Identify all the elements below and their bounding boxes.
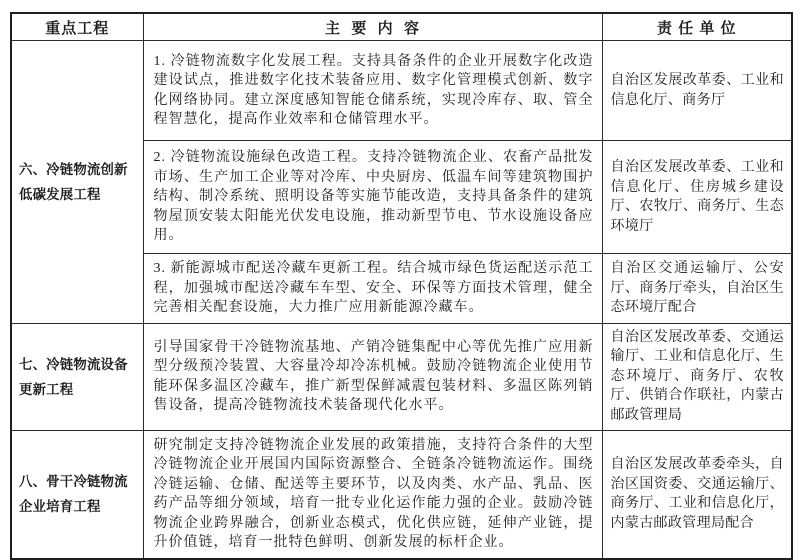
header-main-content: 主 要 内 容 xyxy=(143,13,602,41)
table-row xyxy=(11,323,792,430)
unit-cell-7: 自治区发展改革委、交通运输厅、工业和信息化厅、生态环境厅、商务厅、农牧厅、供销合作联社，内蒙古邮政管理局 xyxy=(602,323,792,430)
table-header-row xyxy=(11,13,792,41)
project-cell-6: 六、冷链物流创新低碳发展工程 xyxy=(11,41,143,324)
table-row xyxy=(11,430,792,559)
unit-cell-8: 自治区发展改革委牵头，自治区国资委、交通运输厅、商务厅、工业和信息化厅，内蒙古邮政管理局配合 xyxy=(602,430,792,559)
table-row xyxy=(11,41,792,141)
unit-cell-6-3: 自治区交通运输厅、公安厅、商务厅牵头，自治区生态环境厅配合 xyxy=(602,254,792,324)
content-cell-6-3: 3. 新能源城市配送冷藏车更新工程。结合城市绿色货运配送示范工程，加强城市配送冷藏车车型、安全、环保等方面技术管理，健全完善相关配套设施，大力推广应用新能源冷藏车。 xyxy=(143,254,602,324)
unit-cell-6-2: 自治区发展改革委、工业和信息化厅、住房城乡建设厅、农牧厅、商务厅、生态环境厅 xyxy=(602,141,792,254)
unit-cell-6-1: 自治区发展改革委、工业和信息化厅、商务厅 xyxy=(602,41,792,141)
header-key-project: 重点工程 xyxy=(11,13,143,41)
header-responsible-unit: 责 任 单 位 xyxy=(602,13,792,41)
content-cell-6-2: 2. 冷链物流设施绿色改造工程。支持冷链物流企业、农畜产品批发市场、生产加工企业等对冷库、中央厨房、低温车间等建筑物围护结构、制冷系统、照明设备等实施节能改造，支持具备条件的建筑物屋顶安装太阳能光伏发电设施，推动新型节电、节水设施设备应用。 xyxy=(143,141,602,254)
key-projects-table xyxy=(10,12,793,560)
content-cell-6-1: 1. 冷链物流数字化发展工程。支持具备条件的企业开展数字化改造建设试点，推进数字化技术装备应用、数字化管理模式创新、数字化网络协同。建立深度感知智能仓储系统，实现冷库存、取、管全程智慧化，提高作业效率和仓储管理水平。 xyxy=(143,41,602,141)
content-cell-7: 引导国家骨干冷链物流基地、产销冷链集配中心等优先推广应用新型分级预冷装置、大容量冷却冷冻机械。鼓励冷链物流企业使用节能环保多温区冷藏车，推广新型保鲜减震包装材料、多温区陈列销售设备，提高冷链物流技术装备现代化水平。 xyxy=(143,323,602,430)
project-cell-7: 七、冷链物流设备更新工程 xyxy=(11,323,143,430)
content-cell-8: 研究制定支持冷链物流企业发展的政策措施，支持符合条件的大型冷链物流企业开展国内国际资源整合、全链条冷链物流运作。围绕冷链运输、仓储、配送等主要环节，以及肉类、水产品、乳品、医药产品等细分领域，培育一批专业化运作能力强的企业。鼓励冷链物流企业跨界融合，创新业态模式，优化供应链，延伸产业链，提升价值链，培育一批特色鲜明、创新发展的标杆企业。 xyxy=(143,430,602,559)
project-cell-8: 八、骨干冷链物流企业培育工程 xyxy=(11,430,143,559)
